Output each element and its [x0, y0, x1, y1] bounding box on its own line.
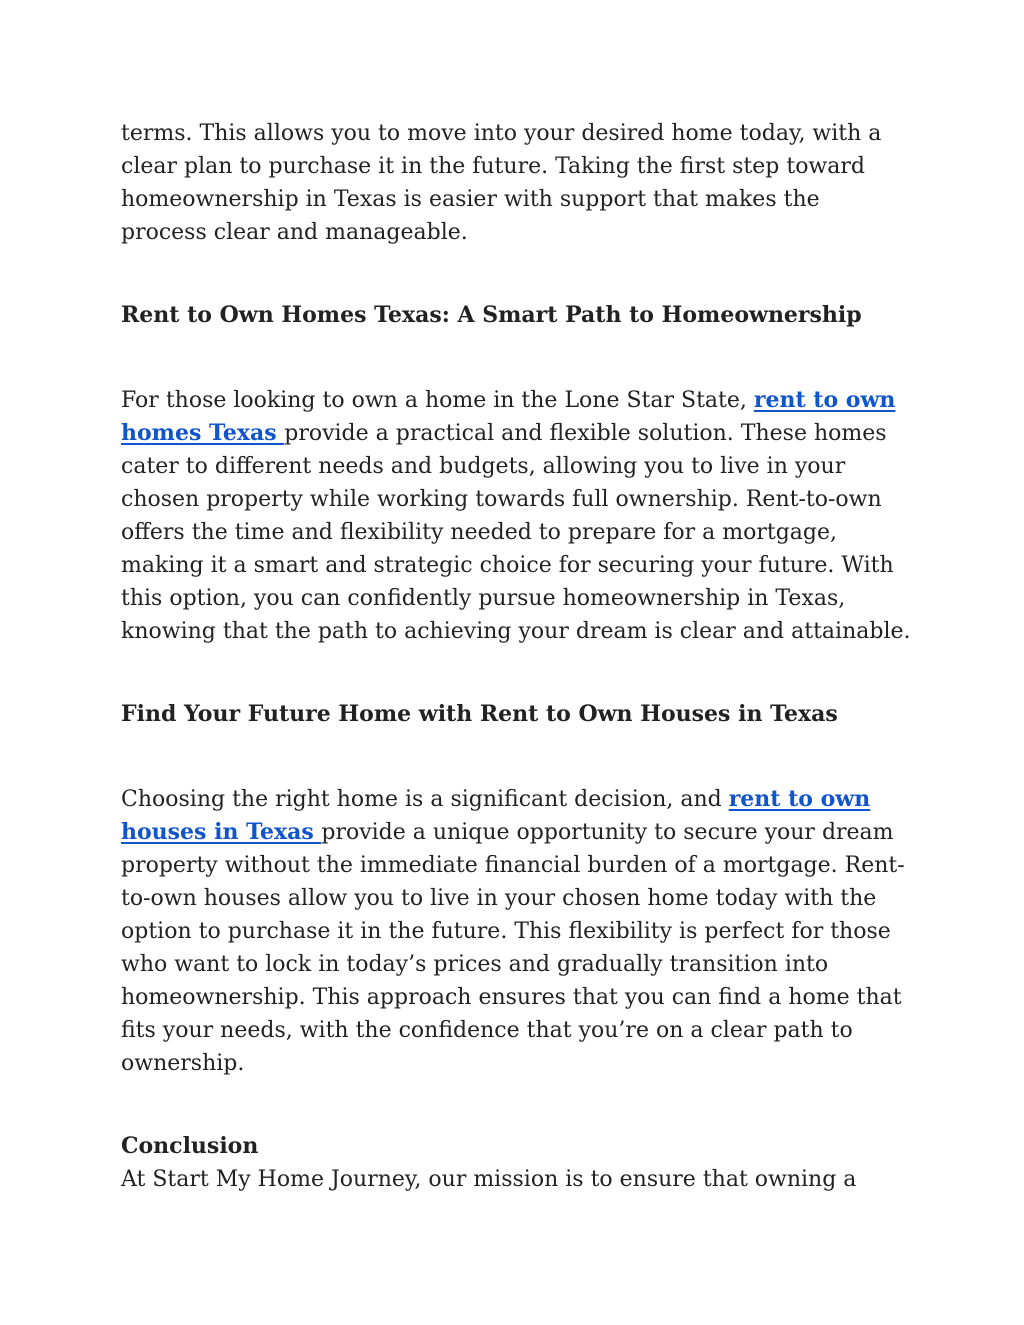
spacer — [121, 1080, 911, 1130]
conclusion-heading: Conclusion — [121, 1133, 259, 1159]
conclusion-paragraph: At Start My Home Journey, our mission is to ensure that owning a — [121, 1167, 857, 1192]
paragraph-text-before-link: For those looking to own a home in the Lone Star State, — [121, 388, 754, 413]
paragraph-text-after-link: provide a practical and flexible solution. These homes cater to different needs and budgets, allowing you to live in your chosen property while working towards full ownership. Rent-to-own offers the time and flexibility needed to prepare for a mortgage, making it a smart and strategic choice for securing your future. With this option, you can confidently pursue homeownership in Texas, knowing that the path to achieving your dream is clear and attainable. — [121, 421, 911, 644]
document-page — [121, 117, 911, 1196]
spacer — [121, 731, 911, 783]
section-heading-rent-to-own-homes: Rent to Own Homes Texas: A Smart Path to Homeownership — [121, 302, 862, 328]
paragraph-text-before-link: Choosing the right home is a significant decision, and — [121, 787, 729, 812]
rent-to-own-houses-in-texas-link[interactable]: rent to own houses in Texas — [121, 786, 871, 845]
section-heading-rent-to-own-houses: Find Your Future Home with Rent to Own Houses in Texas — [121, 701, 838, 727]
intro-paragraph: terms. This allows you to move into your desired home today, with a clear plan to purchase it in the future. Taking the first step toward homeownership in Texas is easier with support that makes the process clear and manageable. — [121, 121, 882, 245]
rent-to-own-homes-texas-link[interactable]: rent to own homes Texas — [121, 387, 896, 446]
spacer — [121, 249, 911, 299]
section-paragraph-rent-to-own-homes — [121, 384, 911, 648]
spacer — [121, 332, 911, 384]
spacer — [121, 648, 911, 698]
paragraph-text-after-link: provide a unique opportunity to secure your dream property without the immediate financial burden of a mortgage. Rent-to-own houses allow you to live in your chosen home today with the option to purchase it in the future. This flexibility is perfect for those who want to lock in today’s prices and gradually transition into homeownership. This approach ensures that you can find a home that fits your needs, with the confidence that you’re on a clear path to ownership. — [121, 820, 905, 1076]
section-paragraph-rent-to-own-houses — [121, 783, 911, 1080]
